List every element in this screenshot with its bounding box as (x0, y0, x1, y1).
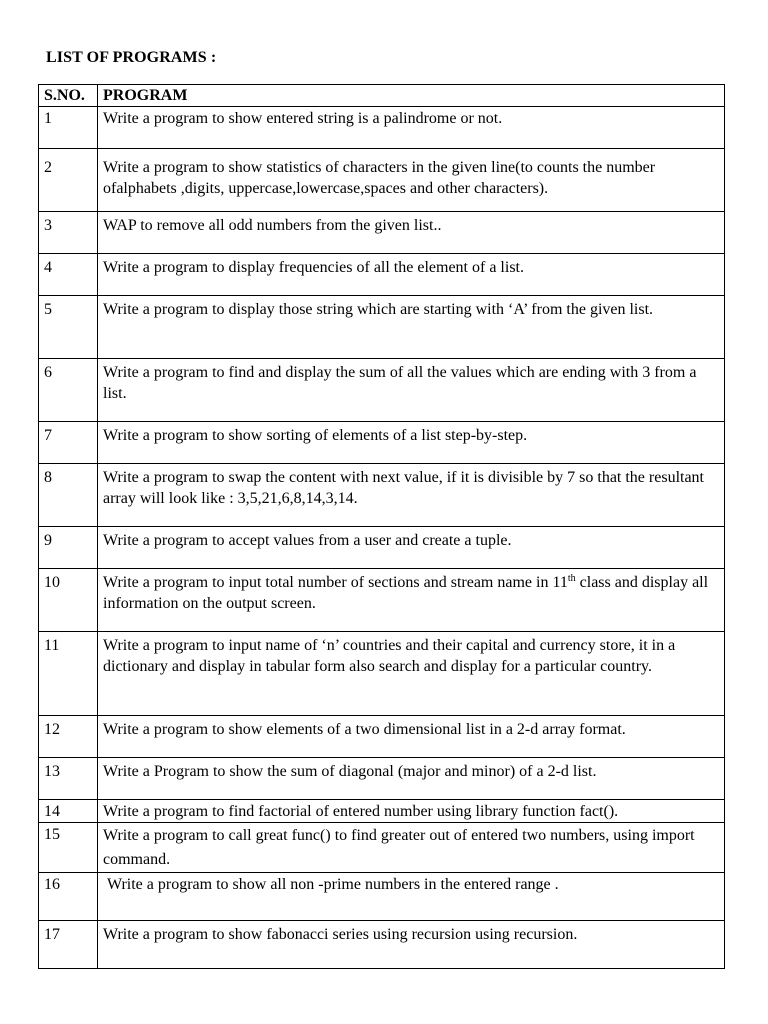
sno-cell: 13 (39, 758, 98, 800)
program-cell: Write a program to find and display the sum of all the values which are ending with 3 from a list. (98, 359, 725, 422)
sno-cell: 11 (39, 632, 98, 716)
program-cell: Write a program to show statistics of characters in the given line(to counts the number ofalphabets ,digits, uppercase,lowercase,spaces and other characters). (98, 149, 725, 212)
sno-cell: 17 (39, 921, 98, 969)
table-row (39, 464, 725, 527)
sno-cell: 8 (39, 464, 98, 527)
sno-cell: 12 (39, 716, 98, 758)
program-cell: Write a program to show all non -prime numbers in the entered range . (98, 873, 725, 921)
table-row (39, 716, 725, 758)
program-cell: Write a Program to show the sum of diagonal (major and minor) of a 2-d list. (98, 758, 725, 800)
program-column-header: PROGRAM (98, 85, 725, 107)
table-row (39, 527, 725, 569)
program-cell: Write a program to display frequencies of all the element of a list. (98, 254, 725, 296)
sno-cell: 6 (39, 359, 98, 422)
program-text: Write a program to input total number of sections and stream name in 11 (103, 574, 568, 591)
sno-cell: 16 (39, 873, 98, 921)
table-row (39, 632, 725, 716)
program-cell: Write a program to input name of ‘n’ countries and their capital and currency store, it in a dictionary and display in tabular form also search and display for a particular country. (98, 632, 725, 716)
table-row (39, 800, 725, 823)
table-row (39, 873, 725, 921)
sno-cell: 15 (39, 823, 98, 873)
program-cell: Write a program to find factorial of entered number using library function fact(). (98, 800, 725, 823)
program-cell: WAP to remove all odd numbers from the given list.. (98, 212, 725, 254)
sno-cell: 1 (39, 107, 98, 149)
table-row (39, 823, 725, 873)
sno-cell: 5 (39, 296, 98, 359)
sno-column-header: S.NO. (39, 85, 98, 107)
program-cell: Write a program to display those string which are starting with ‘A’ from the given list. (98, 296, 725, 359)
program-cell: Write a program to show sorting of elements of a list step-by-step. (98, 422, 725, 464)
table-row (39, 758, 725, 800)
table-row (39, 422, 725, 464)
program-cell: Write a program to show entered string is a palindrome or not. (98, 107, 725, 149)
table-row (39, 569, 725, 632)
program-cell (98, 569, 725, 632)
programs-table (38, 84, 725, 969)
sno-cell: 14 (39, 800, 98, 823)
table-header-row (39, 85, 725, 107)
program-cell: Write a program to call great func() to find greater out of entered two numbers, using import command. (98, 823, 725, 873)
program-cell: Write a program to show fabonacci series using recursion using recursion. (98, 921, 725, 969)
page-heading: LIST OF PROGRAMS : (46, 49, 217, 66)
sno-cell: 10 (39, 569, 98, 632)
sno-cell: 4 (39, 254, 98, 296)
sno-cell: 7 (39, 422, 98, 464)
table-row (39, 212, 725, 254)
program-cell: Write a program to accept values from a user and create a tuple. (98, 527, 725, 569)
sno-cell: 9 (39, 527, 98, 569)
sno-cell: 3 (39, 212, 98, 254)
program-text: class and display all information on the output screen. (103, 574, 709, 612)
ordinal-superscript: th (567, 573, 576, 584)
program-cell: Write a program to swap the content with next value, if it is divisible by 7 so that the resultant array will look like : 3,5,21,6,8,14,3,14. (98, 464, 725, 527)
program-cell: Write a program to show elements of a two dimensional list in a 2-d array format. (98, 716, 725, 758)
table-row (39, 359, 725, 422)
table-row (39, 296, 725, 359)
table-row (39, 149, 725, 212)
table-row (39, 921, 725, 969)
table-row (39, 254, 725, 296)
sno-cell: 2 (39, 149, 98, 212)
table-row (39, 107, 725, 149)
